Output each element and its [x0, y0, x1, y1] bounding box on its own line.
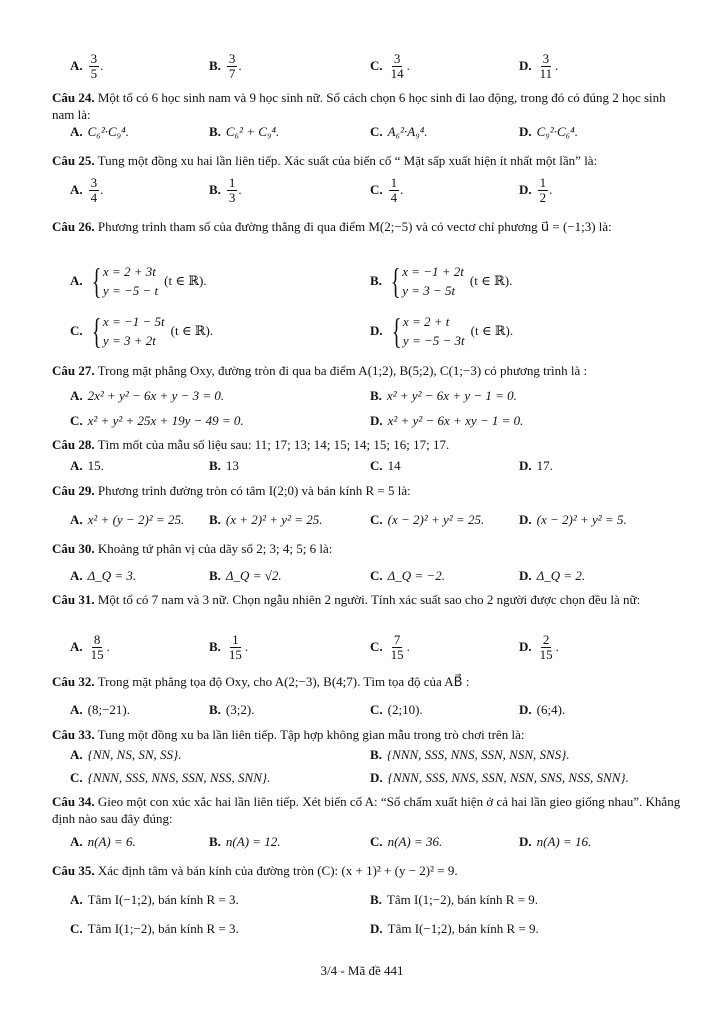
q34-option-a[interactable]: A. n(A) = 6.: [70, 834, 136, 849]
q29-question: Câu 29. Phương trình đường tròn có tâm I(2;0) và bán kính R = 5 là:: [52, 483, 411, 498]
q33-question: Câu 33. Tung một đồng xu ba lần liên tiếp. Tập hợp không gian mẫu trong trò chơi trên là:: [52, 727, 525, 742]
q26-option-b[interactable]: B. { x = −1 + 2t y = 3 − 5t (t ∈ ℝ).: [370, 261, 513, 301]
q34-option-b[interactable]: B. n(A) = 12.: [209, 834, 281, 849]
q25-options: [0, 170, 724, 210]
q35-option-b[interactable]: B. Tâm I(1;−2), bán kính R = 9.: [370, 892, 539, 907]
q26-options-ab: [0, 258, 724, 304]
q26-option-d[interactable]: D. { x = 2 + t y = −5 − 3t (t ∈ ℝ).: [370, 311, 514, 351]
q28-option-c[interactable]: C. 14: [370, 458, 401, 473]
q29-option-c[interactable]: C. (x − 2)² + y² = 25.: [370, 512, 485, 527]
q30-options: [0, 564, 724, 588]
q29-option-d[interactable]: D. (x − 2)² + y² = 5.: [519, 512, 627, 527]
q27-option-c[interactable]: C. x² + y² + 25x + 19y − 49 = 0.: [70, 413, 244, 428]
q29-option-b[interactable]: B. (x + 2)² + y² = 25.: [209, 512, 323, 527]
q33-option-a[interactable]: A. {NN, NS, SN, SS}.: [70, 747, 182, 762]
q26-options-cd: [0, 308, 724, 354]
q31-option-d[interactable]: D. $\frac{2}{15}$ .: [519, 631, 559, 662]
q33-option-d[interactable]: D. {NNN, SSS, NNS, SSN, NSN, SNS, NSS, SNN}.: [370, 770, 629, 785]
q24-options: [0, 121, 724, 143]
q34-option-d[interactable]: D. n(A) = 16.: [519, 834, 592, 849]
q35-options-ab: [0, 888, 724, 912]
q23-option-b[interactable]: B. $\frac{3}{7}$ .: [209, 50, 242, 81]
q32-question: Câu 32. Trong mặt phẳng tọa độ Oxy, cho A(2;−3), B(4;7). Tìm tọa độ của AB⃗ :: [52, 674, 470, 689]
q29-option-a[interactable]: A. x² + (y − 2)² = 25.: [70, 512, 185, 527]
q30-option-c[interactable]: C. Δ_Q = −2.: [370, 568, 445, 583]
q25-question: Câu 25. Tung một đồng xu hai lần liên tiếp. Xác suất của biến cố “ Mặt sấp xuất hiện ít nhất một lần” là:: [52, 153, 598, 168]
q35-option-a[interactable]: A. Tâm I(−1;2), bán kính R = 3.: [70, 892, 239, 907]
q23-option-d[interactable]: D. $\frac{3}{11}$ .: [519, 50, 559, 81]
q33-options-cd: [0, 767, 724, 789]
q25-option-a[interactable]: A. $\frac{3}{4}$ .: [70, 174, 104, 205]
q32-option-b[interactable]: B. (3;2).: [209, 702, 255, 717]
q33-option-b[interactable]: B. {NNN, SSS, NNS, SSN, NSN, SNS}.: [370, 747, 570, 762]
q32-option-a[interactable]: A. (8;−21).: [70, 702, 130, 717]
q33-options-ab: [0, 744, 724, 766]
q35-question: Câu 35. Xác định tâm và bán kính của đường tròn (C): (x + 1)² + (y − 2)² = 9.: [52, 863, 458, 878]
q32-options: [0, 698, 724, 722]
q28-option-b[interactable]: B. 13: [209, 458, 239, 473]
q28-option-d[interactable]: D. 17.: [519, 458, 553, 473]
q24-option-d[interactable]: D. C₉²·C₆⁴.: [519, 124, 578, 139]
q25-option-c[interactable]: C. $\frac{1}{4}$ .: [370, 174, 404, 205]
q35-options-cd: [0, 917, 724, 941]
q30-option-b[interactable]: B. Δ_Q = √2.: [209, 568, 282, 583]
q29-options: [0, 508, 724, 532]
q24-option-b[interactable]: B. C₆² + C₉⁴.: [209, 124, 280, 139]
q28-option-a[interactable]: A. 15.: [70, 458, 104, 473]
q27-options-ab: [0, 385, 724, 407]
q31-question: Câu 31. Một tổ có 7 nam và 3 nữ. Chọn ngẫu nhiên 2 người. Tính xác suất sao cho 2 người được chọn đều là nữ:: [52, 592, 641, 607]
q35-option-c[interactable]: C. Tâm I(1;−2), bán kính R = 3.: [70, 921, 239, 936]
q26-question: Câu 26. Phương trình tham số của đường thẳng đi qua điểm M(2;−5) và có vectơ chỉ phương u⃗ = (−1;3) là:: [52, 219, 612, 234]
q25-option-d[interactable]: D. $\frac{1}{2}$ .: [519, 174, 553, 205]
q28-question: Câu 28. Tìm mốt của mẫu số liệu sau: 11; 17; 13; 14; 15; 14; 15; 16; 17; 17.: [52, 437, 450, 452]
q24-option-a[interactable]: A. C₆²·C₉⁴.: [70, 124, 129, 139]
q26-option-a[interactable]: A. { x = 2 + 3t y = −5 − t (t ∈ ℝ).: [70, 261, 207, 301]
q32-option-d[interactable]: D. (6;4).: [519, 702, 566, 717]
q34-options: [0, 830, 724, 854]
q32-option-c[interactable]: C. (2;10).: [370, 702, 423, 717]
q27-option-d[interactable]: D. x² + y² − 6x + xy − 1 = 0.: [370, 413, 524, 428]
q23-options: [0, 44, 724, 88]
q30-option-d[interactable]: D. Δ_Q = 2.: [519, 568, 586, 583]
q24-question: Câu 24. Một tổ có 6 học sinh nam và 9 học sinh nữ. Số cách chọn 6 học sinh đi lao động, trong đó có đúng 2 học sinh nam là:: [52, 90, 666, 122]
q30-option-a[interactable]: A. Δ_Q = 3.: [70, 568, 137, 583]
q23-option-a[interactable]: A. $\frac{3}{5}$ .: [70, 50, 104, 81]
q31-option-b[interactable]: B. $\frac{1}{15}$ .: [209, 631, 249, 662]
q26-option-c[interactable]: C. { x = −1 − 5t y = 3 + 2t (t ∈ ℝ).: [70, 311, 214, 351]
page-footer: 3/4 - Mã đề 441: [320, 963, 404, 978]
q33-option-c[interactable]: C. {NNN, SSS, NNS, SSN, NSS, SNN}.: [70, 770, 271, 785]
q27-option-a[interactable]: A. 2x² + y² − 6x + y − 3 = 0.: [70, 388, 225, 403]
q27-option-b[interactable]: B. x² + y² − 6x + y − 1 = 0.: [370, 388, 517, 403]
q31-option-a[interactable]: A. $\frac{8}{15}$ .: [70, 631, 110, 662]
q30-question: Câu 30. Khoảng tứ phân vị của dãy số 2; 3; 4; 5; 6 là:: [52, 541, 333, 556]
q25-option-b[interactable]: B. $\frac{1}{3}$ .: [209, 174, 242, 205]
q34-option-c[interactable]: C. n(A) = 36.: [370, 834, 443, 849]
q24-option-c[interactable]: C. A₆²·A₉⁴.: [370, 124, 428, 139]
q31-option-c[interactable]: C. $\frac{7}{15}$ .: [370, 631, 410, 662]
q34-question: Câu 34. Gieo một con xúc xắc hai lần liên tiếp. Xét biến cố A: “Số chấm xuất hiện ở cả hai lần gieo giống nhau”. Khẳng định nào sau đây đúng:: [52, 794, 681, 826]
q28-options: [0, 455, 724, 477]
q35-option-d[interactable]: D. Tâm I(−1;2), bán kính R = 9.: [370, 921, 539, 936]
q27-question: Câu 27. Trong mặt phẳng Oxy, đường tròn đi qua ba điểm A(1;2), B(5;2), C(1;−3) có phương trình là :: [52, 363, 588, 378]
q27-options-cd: [0, 410, 724, 432]
q23-option-c[interactable]: C. $\frac{3}{14}$ .: [370, 50, 410, 81]
q31-options: [0, 626, 724, 668]
